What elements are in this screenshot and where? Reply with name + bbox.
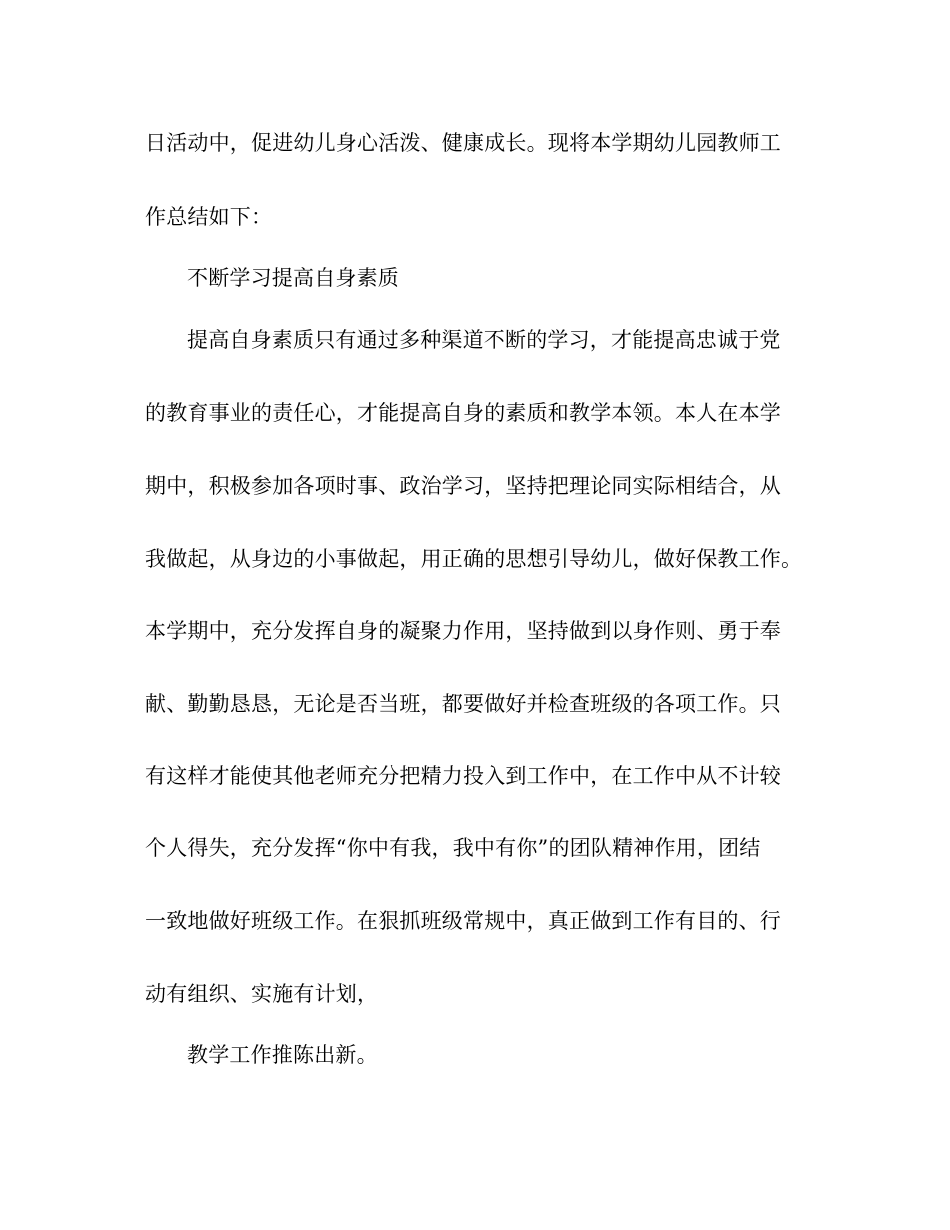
text-line: 本学期中，充分发挥自身的凝聚力作用，坚持做到以身作则、勇于奉 bbox=[145, 619, 781, 643]
text-line: 一致地做好班级工作。在狠抓班级常规中，真正做到工作有目的、行 bbox=[145, 909, 781, 933]
text-line: 献、勤勤恳恳，无论是否当班，都要做好并检查班级的各项工作。只 bbox=[145, 692, 781, 716]
text-line: 动有组织、实施有计划， bbox=[145, 982, 379, 1006]
text-line: 作总结如下： bbox=[145, 205, 273, 229]
text-line: 期中，积极参加各项时事、政治学习，坚持把理论同实际相结合，从 bbox=[145, 474, 781, 498]
text-line: 日活动中，促进幼儿身心活泼、健康成长。现将本学期幼儿园教师工 bbox=[145, 131, 781, 155]
text-line: 的教育事业的责任心，才能提高自身的素质和教学本领。本人在本学 bbox=[145, 401, 781, 425]
text-line: 我做起，从身边的小事做起，用正确的思想引导幼儿，做好保教工作。 bbox=[145, 547, 803, 571]
text-line: 个人得失，充分发挥“你中有我，我中有你”的团队精神作用，团结 bbox=[145, 836, 761, 860]
text-line: 有这样才能使其他老师充分把精力投入到工作中，在工作中从不计较 bbox=[145, 764, 781, 788]
section-heading: 不断学习提高自身素质 bbox=[187, 266, 399, 290]
section-heading: 教学工作推陈出新。 bbox=[187, 1043, 378, 1067]
text-line: 提高自身素质只有通过多种渠道不断的学习，才能提高忠诚于党 bbox=[187, 328, 781, 352]
